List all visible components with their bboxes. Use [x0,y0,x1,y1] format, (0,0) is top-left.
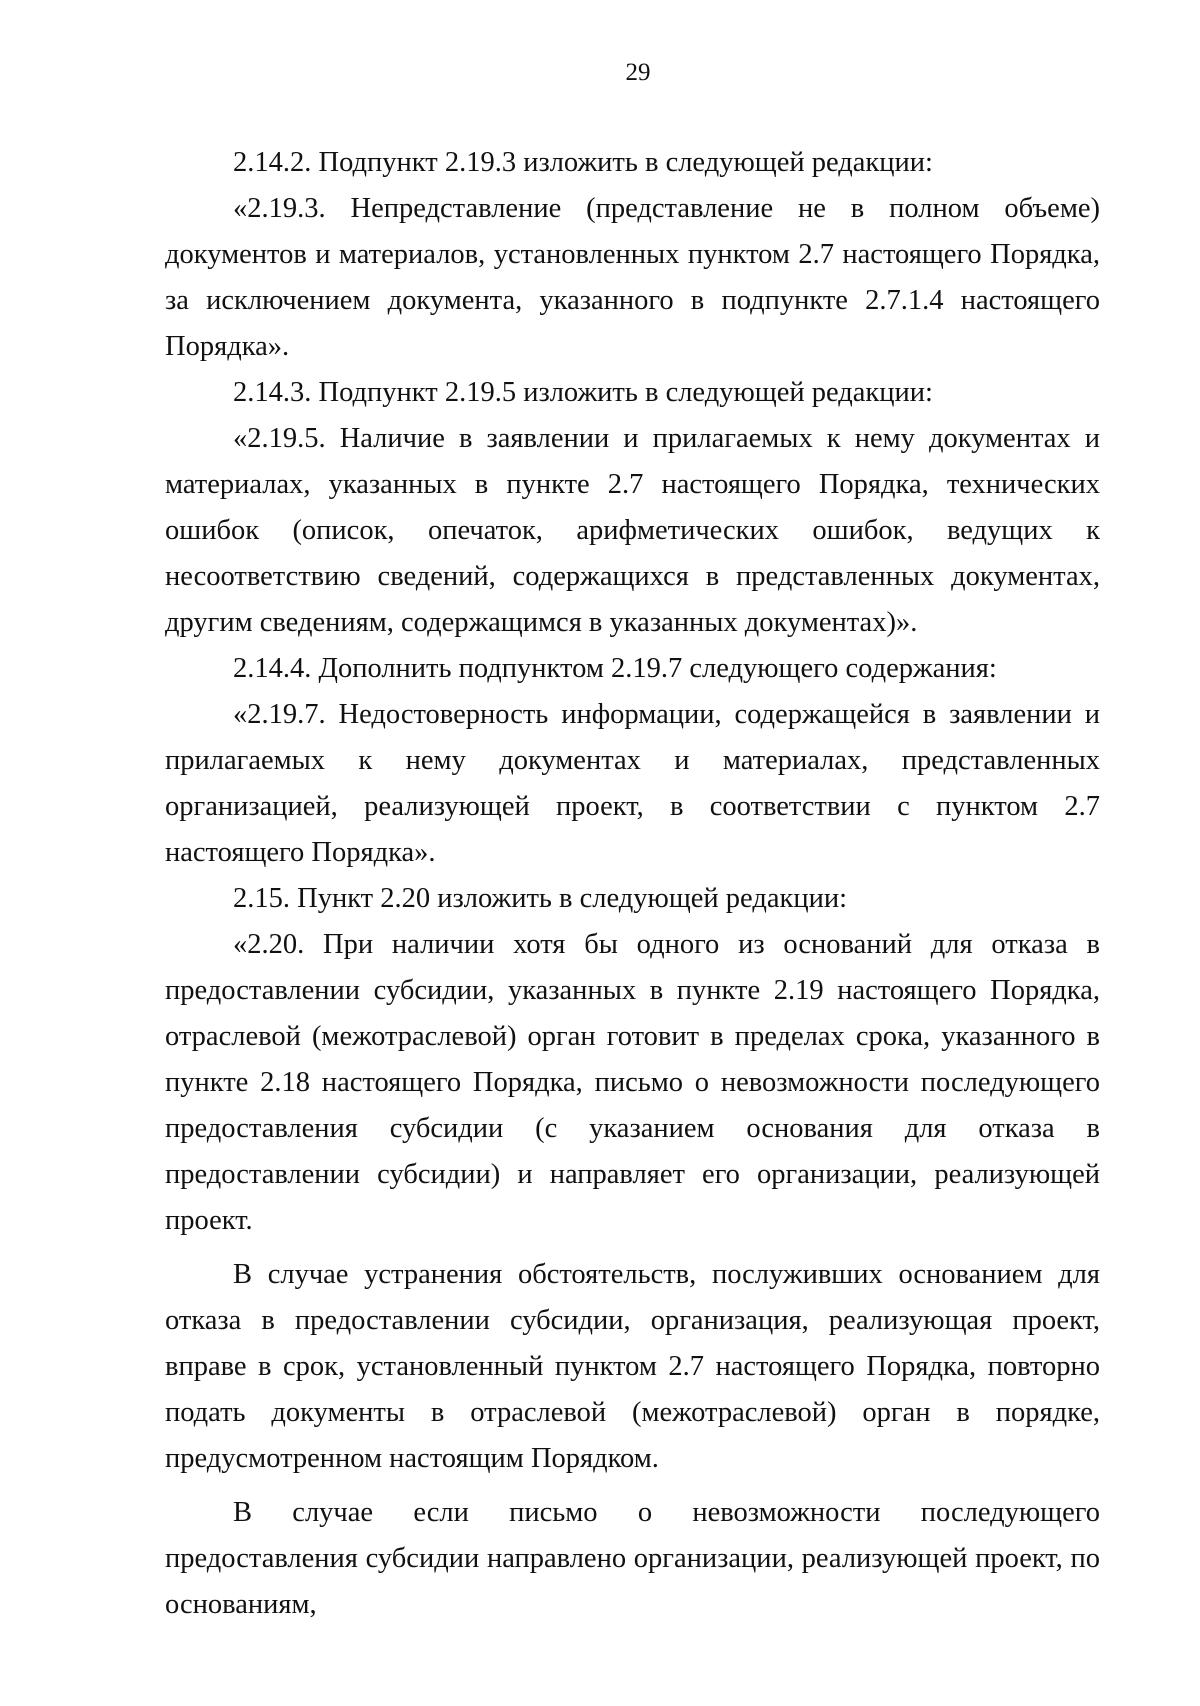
paragraph-letter: В случае если письмо о невозможности последующего предоставления субсидии направлено организации, реализующей проект, по основаниям, [165,1497,1100,1620]
paragraph-2-19-7: «2.19.7. Недостоверность информации, содержащейся в заявлении и прилагаемых к нему документах и материалах, представленных организацией, реализующей проект, в соответствии с пунктом 2.7 настоящего Порядка». [165,699,1100,868]
paragraph-elimination: В случае устранения обстоятельств, послуживших основанием для отказа в предоставлении субсидии, организация, реализующая проект, вправе в срок, установленный пунктом 2.7 настоящего Порядка, повторно подать документы в отраслевой (межотраслевой) орган в порядке, предусмотренном настоящим Порядком. [165,1259,1100,1474]
paragraph-2-19-3: «2.19.3. Непредставление (представление не в полном объеме) документов и материалов, установленных пунктом 2.7 настоящего Порядка, за исключением документа, указанного в подпункте 2.7.1.4 настоящего Порядка». [165,193,1100,362]
paragraph-2-20: «2.20. При наличии хотя бы одного из оснований для отказа в предоставлении субсидии, указанных в пункте 2.19 настоящего Порядка, отраслевой (межотраслевой) орган готовит в пределах срока, указанного в пункте 2.18 настоящего Порядка, письмо о невозможности последующего предоставления субсидии (с указанием основания для отказа в предоставлении субсидии) и направляет его организации, реализующей проект. [165,929,1100,1236]
paragraph-2-14-3: 2.14.3. Подпункт 2.19.5 изложить в следующей редакции: [233,377,933,408]
paragraph-2-14-2: 2.14.2. Подпункт 2.19.3 изложить в следующей редакции: [233,147,933,178]
paragraph-2-14-4: 2.14.4. Дополнить подпунктом 2.19.7 следующего содержания: [233,653,997,684]
paragraph-2-19-5: «2.19.5. Наличие в заявлении и прилагаемых к нему документах и материалах, указанных в пункте 2.7 настоящего Порядка, технических ошибок (описок, опечаток, арифметических ошибок, ведущих к несоответствию сведений, содержащихся в представленных документах, другим сведениям, содержащимся в указанных документах)». [165,423,1100,638]
page-number: 29 [625,59,651,86]
paragraph-2-15: 2.15. Пункт 2.20 изложить в следующей редакции: [233,883,847,914]
document-body [165,140,1100,1628]
